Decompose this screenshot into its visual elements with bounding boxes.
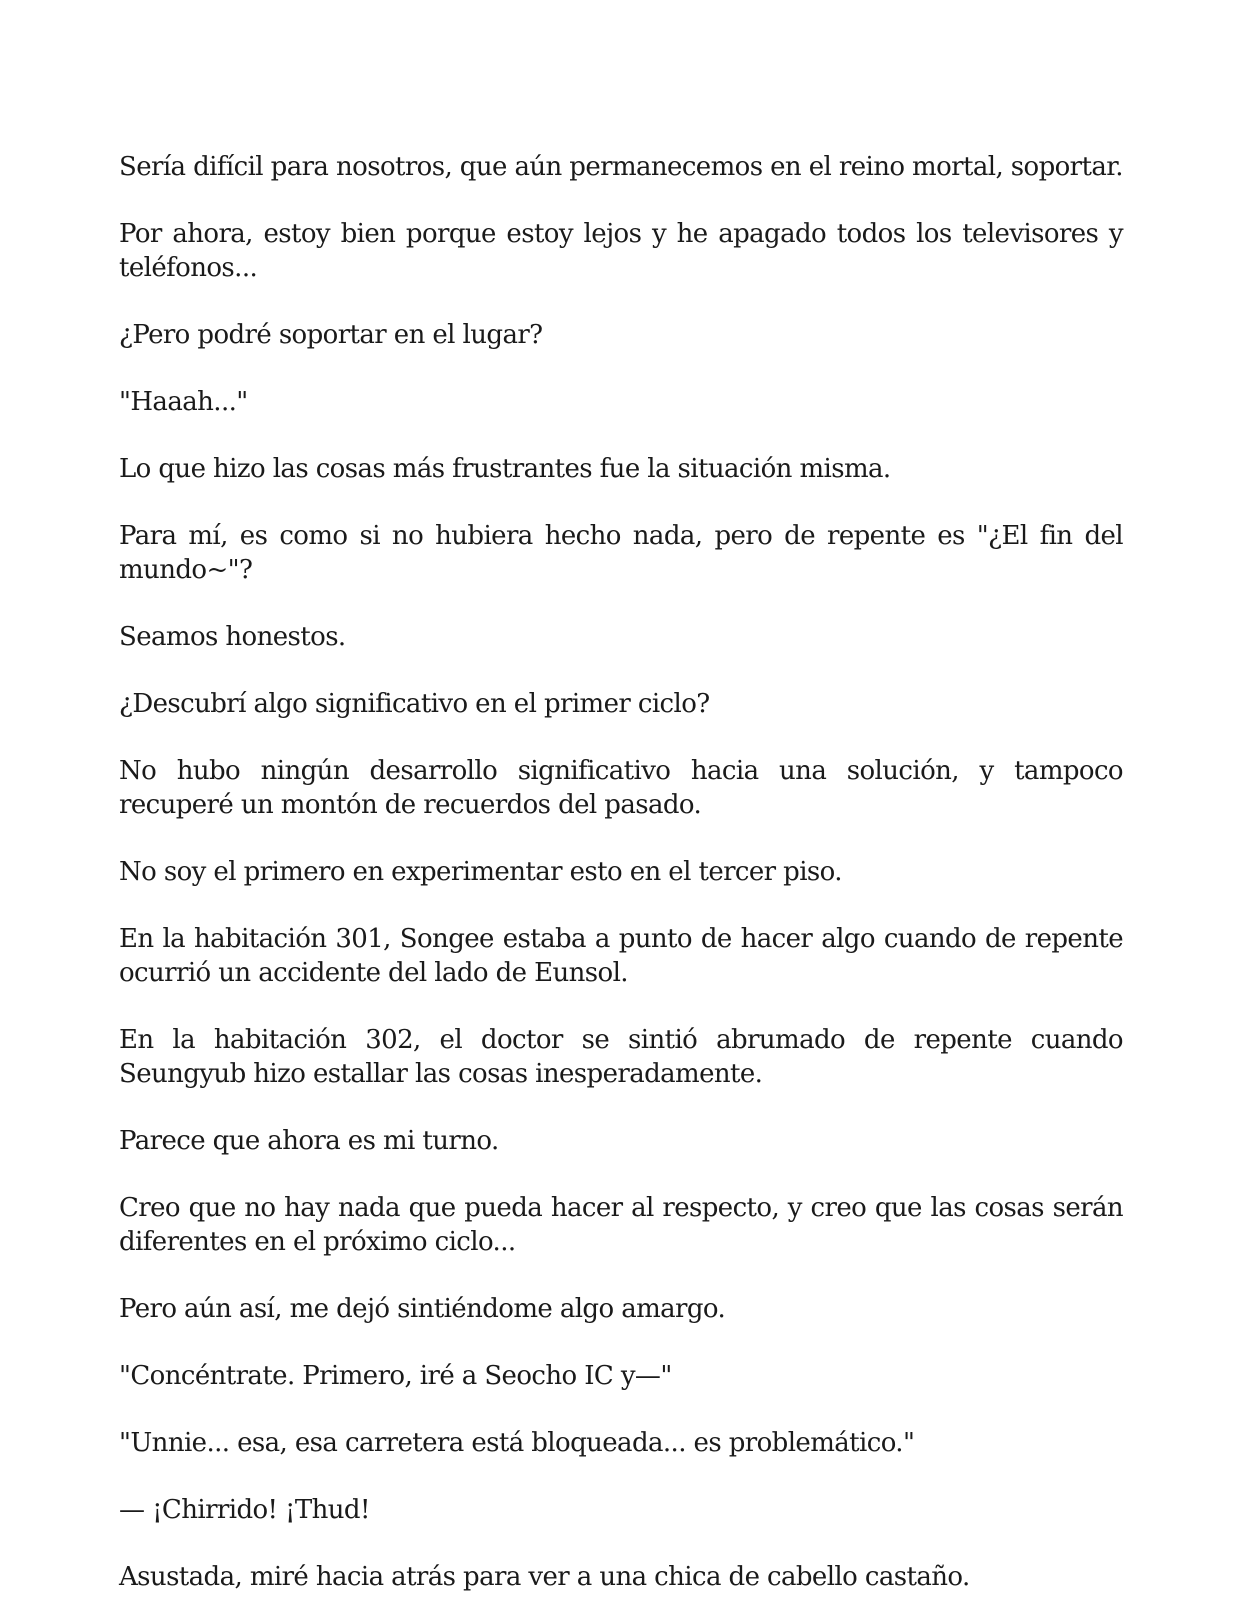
paragraph: — ¡Chirrido! ¡Thud! — [119, 1495, 370, 1525]
document-body — [119, 150, 1123, 1617]
paragraph: ¿Descubrí algo significativo en el primer ciclo? — [119, 689, 710, 719]
paragraph: ¿Pero podré soportar en el lugar? — [119, 320, 543, 350]
paragraph: Sería difícil para nosotros, que aún permanecemos en el reino mortal, soportar. — [119, 152, 1123, 182]
paragraph: "Unnie... esa, esa carretera está bloqueada... es problemático." — [119, 1428, 915, 1458]
paragraph: Por ahora, estoy bien porque estoy lejos y he apagado todos los televisores y teléfonos... — [119, 219, 1123, 283]
paragraph: Seamos honestos. — [119, 622, 346, 652]
paragraph: "Haaah..." — [119, 387, 248, 417]
paragraph: Para mí, es como si no hubiera hecho nada, pero de repente es "¿El fin del mundo~"? — [119, 521, 1123, 585]
paragraph: Lo que hizo las cosas más frustrantes fue la situación misma. — [119, 454, 891, 484]
paragraph: "Concéntrate. Primero, iré a Seocho IC y—" — [119, 1361, 672, 1391]
paragraph: Creo que no hay nada que pueda hacer al respecto, y creo que las cosas serán diferentes en el próximo ciclo... — [119, 1193, 1123, 1257]
paragraph: No soy el primero en experimentar esto en el tercer piso. — [119, 857, 842, 887]
paragraph: No hubo ningún desarrollo significativo hacia una solución, y tampoco recuperé un montón de recuerdos del pasado. — [119, 756, 1123, 820]
paragraph: En la habitación 302, el doctor se sintió abrumado de repente cuando Seungyub hizo estallar las cosas inesperadamente. — [119, 1025, 1123, 1089]
paragraph: Pero aún así, me dejó sintiéndome algo amargo. — [119, 1294, 726, 1324]
paragraph: Asustada, miré hacia atrás para ver a una chica de cabello castaño. — [119, 1562, 970, 1592]
paragraph: Parece que ahora es mi turno. — [119, 1126, 499, 1156]
paragraph: En la habitación 301, Songee estaba a punto de hacer algo cuando de repente ocurrió un accidente del lado de Eunsol. — [119, 924, 1123, 988]
